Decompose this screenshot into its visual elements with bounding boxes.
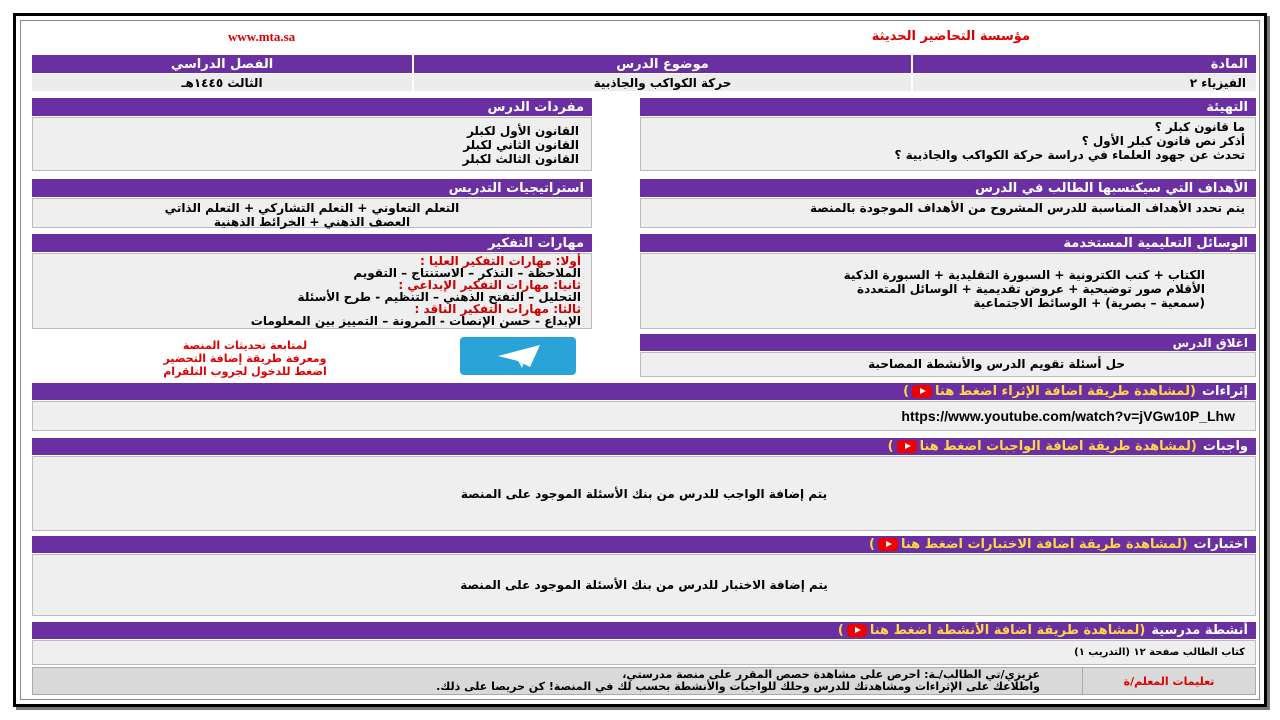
thinking-line-1: الملاحظة – التذكر – الاستنتاج – التقويم [353,266,581,280]
enrichment-link[interactable]: (لمشاهدة طريقة اضافة الإثراء اضغط هنا) [903,384,1196,399]
teacher-label: تعليمات المعلم/ة [1082,668,1255,694]
tools-line-3: (سمعية – بصرية) + الوسائط الاجتماعية [973,296,1205,310]
homework-header [32,438,1256,455]
youtube-icon [897,440,917,453]
tools-box [640,253,1256,329]
tests-label: اختبارات [1193,537,1248,552]
telegram-icon [460,337,576,375]
telegram-text[interactable] [120,339,370,378]
homework-label: واجبات [1202,439,1248,454]
homework-link[interactable]: (لمشاهدة طريقة اضافة الواجبات اضغط هنا) [887,439,1197,454]
telegram-line-3: اضغط للدخول لجروب التلقرام [163,365,327,378]
tools-line-2: الأقلام صور توضيحية + عروض تقديمية + الوسائل المتعددة [857,282,1205,296]
youtube-icon [912,385,932,398]
activities-link[interactable]: (لمشاهدة طريقة اضافة الأنشطة اضغط هنا) [837,623,1146,638]
vocab-line-3: القانون الثالث لكبلر [462,152,579,166]
tools-line-1: الكتاب + كتب الكترونية + السبورة التقليدية + السبورة الذكية [843,268,1205,282]
tests-header [32,536,1256,553]
activities-link-text: (لمشاهدة طريقة اضافة الأنشطة اضغط هنا [869,623,1146,638]
intro-line-1: ما قانون كبلر ؟ [1154,120,1245,134]
strategies-line-1: التعلم التعاوني + التعلم التشاركي + التعلم الذاتي [164,201,460,215]
topic-header: موضوع الدرس [414,55,911,73]
vocab-box [32,117,592,171]
goals-box [640,198,1256,228]
goals-text: يتم تحدد الأهداف المناسبة للدرس المشروح من الأهداف الموجودة بالمنصة [809,201,1245,215]
closing-box [640,352,1256,377]
tools-header: الوسائل التعليمية المستخدمة [640,234,1256,252]
strategies-header: استراتيجيات التدريس [32,179,592,197]
strategies-box [32,198,592,228]
tests-link[interactable]: (لمشاهدة طريقة اضافة الاختبارات اضغط هنا) [869,537,1188,552]
activities-text: كتاب الطالب صفحة ١٢ (التدريب ١) [1074,647,1245,658]
telegram-button[interactable] [460,337,576,375]
strategies-line-2: العصف الذهني + الخرائط الذهنية [213,215,411,229]
thinking-line-3: الإبداع - حسن الإنصات - المرونة – التمييز بين المعلومات [250,314,581,328]
tests-box [32,554,1256,616]
thinking-heading-1: أولا: مهارات التفكير العليا : [420,254,581,268]
subject-header: المادة [913,55,1256,73]
intro-box [640,117,1256,171]
enrichment-url[interactable]: https://www.youtube.com/watch?v=jVGw10P_Lhw [901,408,1235,424]
youtube-icon [847,624,867,637]
institution-name: مؤسسة التحاضير الحديثة [871,29,1030,44]
youtube-icon [878,538,898,551]
thinking-header: مهارات التفكير [32,234,592,252]
homework-link-text: (لمشاهدة طريقة اضافة الواجبات اضغط هنا [919,439,1197,454]
vocab-line-2: القانون الثاني لكبلر [463,138,579,152]
thinking-heading-2: ثانيا: مهارات التفكير الإبداعي : [398,278,581,292]
subject-value: الفيزياء ٢ [913,74,1256,91]
homework-text: يتم إضافة الواجب للدرس من بنك الأسئلة الموجود على المنصة [460,486,828,501]
activities-header [32,622,1256,639]
teacher-line-2: واطلاعك على الإثراءات ومشاهدتك للدرس وحلك للواجبات والأنشطة بحسب لك في المنصة! كن حريصا على ذلك. [436,680,1040,693]
intro-line-2: أذكر نص قانون كبلر الأول ؟ [1081,134,1245,148]
website-link[interactable]: www.mta.sa [228,29,296,44]
closing-text: حل أسئلة تقويم الدرس والأنشطة المصاحبة [868,357,1125,371]
thinking-heading-3: ثالثا: مهارات التفكير الناقد : [414,302,581,316]
vocab-line-1: القانون الأول لكبلر [466,124,579,138]
activities-label: أنشطة مدرسية [1151,623,1248,638]
enrichment-header [32,383,1256,400]
thinking-box [32,253,592,329]
semester-header: الفصل الدراسي [32,55,412,73]
enrichment-label: إثراءات [1201,384,1248,399]
teacher-line-1: عزيزي/تي الطالب/ـة: احرص على مشاهدة حصص المقرر على منصة مدرستي، [622,668,1040,681]
enrichment-link-text: (لمشاهدة طريقة اضافة الإثراء اضغط هنا [935,384,1196,399]
semester-value: الثالث ١٤٤٥هـ [32,74,412,91]
telegram-line-1: لمتابعة تحديثات المنصة [182,339,308,352]
thinking-line-2: التحليل – التفتح الذهني – التنظيم - طرح الأسئلة [297,290,581,304]
closing-header: اغلاق الدرس [640,334,1256,351]
activities-box [32,640,1256,665]
intro-line-3: تحدث عن جهود العلماء في دراسة حركة الكواكب والجاذبية ؟ [894,148,1245,162]
goals-header: الأهداف التي سيكتسبها الطالب في الدرس [640,179,1256,197]
tests-link-text: (لمشاهدة طريقة اضافة الاختبارات اضغط هنا [900,537,1188,552]
vocab-header: مفردات الدرس [32,98,592,116]
homework-box [32,456,1256,531]
teacher-text [40,669,1040,693]
enrichment-box [32,401,1256,431]
telegram-line-2: ومعرفة طريقة إضافة التحضير [163,352,327,365]
intro-header: التهيئة [640,98,1256,116]
topic-value: حركة الكواكب والجاذبية [414,74,911,91]
tests-text: يتم إضافة الاختبار للدرس من بنك الأسئلة الموجود على المنصة [460,578,828,592]
